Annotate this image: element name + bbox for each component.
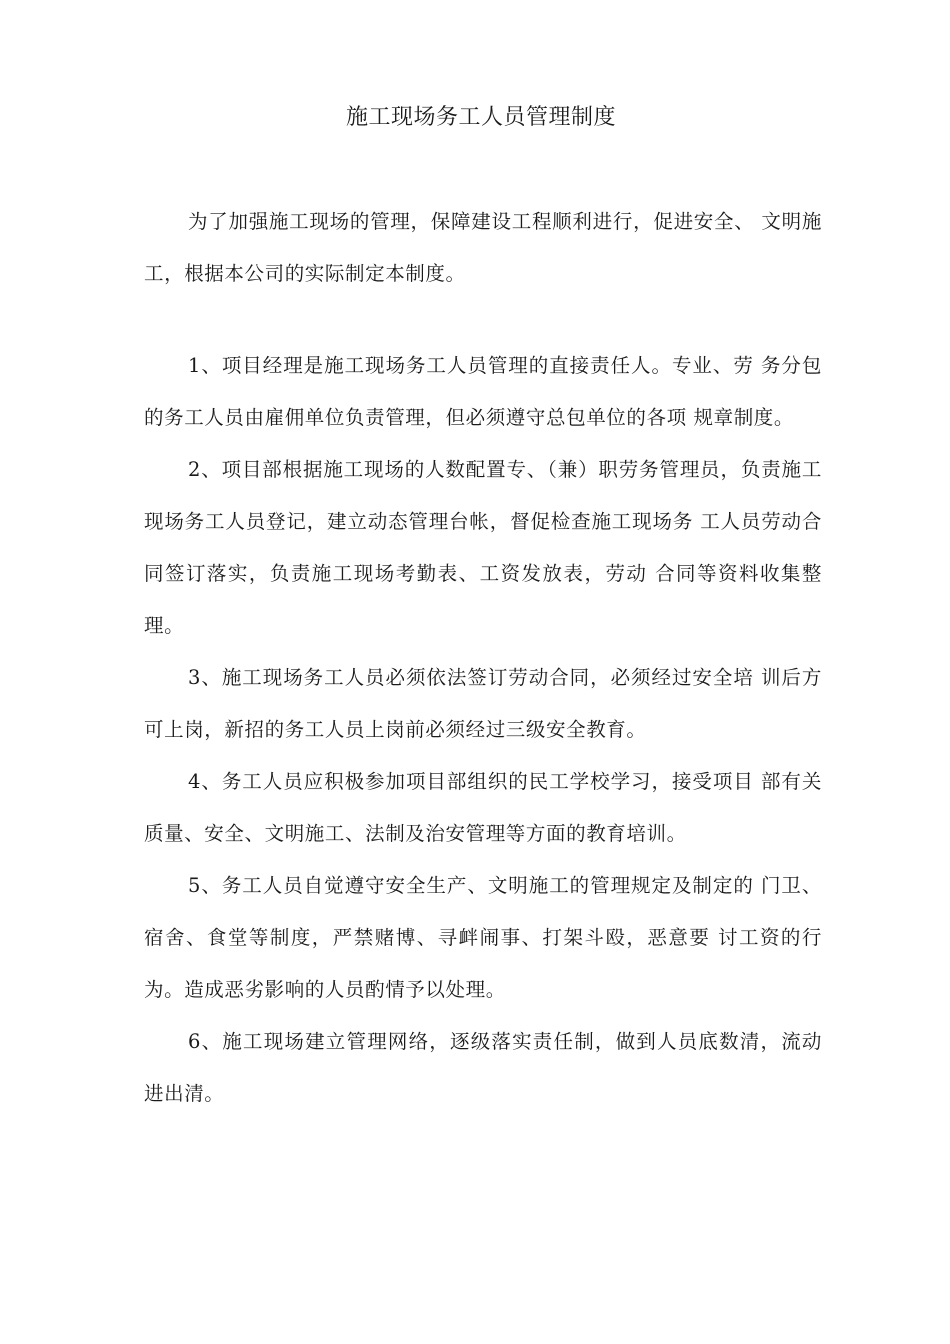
- document-body: [144, 196, 822, 1120]
- rule-item-4: 4、务工人员应积极参加项目部组织的民工学校学习，接受项目 部有关质量、安全、文明施工、法制及治安管理等方面的教育培训。: [144, 770, 822, 845]
- rule-item-2: 2、项目部根据施工现场的人数配置专、（兼）职劳务管理员，负责施工现场务工人员登记，建立动态管理台帐，督促检查施工现场务 工人员劳动合同签订落实，负责施工现场考勤表、工资发放表，劳动 合同等资料收集整理。: [144, 458, 822, 637]
- rule-item-5: 5、务工人员自觉遵守安全生产、文明施工的管理规定及制定的 门卫、宿舍、食堂等制度，严禁赌博、寻衅闹事、打架斗殴，恶意要 讨工资的行为。造成恶劣影响的人员酌情予以处理。: [144, 874, 822, 1001]
- intro-paragraph: 为了加强施工现场的管理，保障建设工程顺利进行，促进安全、 文明施工，根据本公司的实际制定本制度。: [144, 210, 822, 285]
- document-title: 施工现场务工人员管理制度: [345, 105, 616, 130]
- rule-item-6: 6、施工现场建立管理网络，逐级落实责任制，做到人员底数清，流动进出清。: [144, 1030, 822, 1105]
- rule-item-1: 1、项目经理是施工现场务工人员管理的直接责任人。专业、劳 务分包的务工人员由雇佣单位负责管理，但必须遵守总包单位的各项 规章制度。: [144, 354, 822, 429]
- rule-item-3: 3、施工现场务工人员必须依法签订劳动合同，必须经过安全培 训后方可上岗，新招的务工人员上岗前必须经过三级安全教育。: [144, 666, 822, 741]
